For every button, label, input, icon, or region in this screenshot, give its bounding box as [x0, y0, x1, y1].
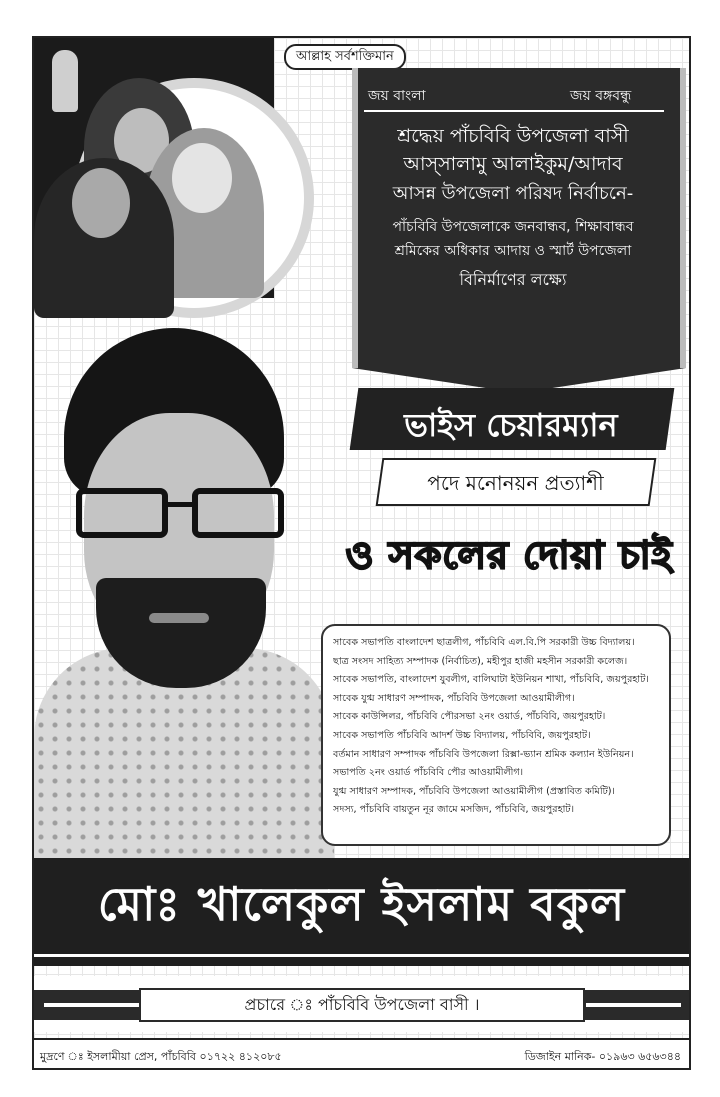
- post-title: ভাইস চেয়ারম্যান: [404, 406, 618, 444]
- post-subtitle-box: [376, 458, 657, 506]
- campaign-text: প্রচারে ঃ পাঁচবিবি উপজেলা বাসী ।: [139, 988, 585, 1022]
- bio-line: সাবেক সভাপতি, বাংলাদেশ যুবলীগ, বালিঘাটা ইউনিয়ন শাখা, পাঁচবিবি, জয়পুরহাট।: [333, 674, 649, 686]
- blessing-heading: ও সকলের দোয়া চাই: [345, 533, 673, 577]
- message-line-5: শ্রমিকের অধিকার আদায় ও স্মার্ট উপজেলা: [394, 243, 632, 259]
- message-line-1: শ্রদ্ধেয় পাঁচবিবি উপজেলা বাসী: [397, 125, 629, 147]
- post-title-box: [350, 388, 675, 450]
- glasses-icon: [76, 488, 286, 544]
- name-underline: [34, 954, 689, 957]
- bio-line: সাবেক সভাপতি পাঁচবিবি আদর্শ উচ্চ বিদ্যালয়, পাঁচবিবি, জয়পুরহাট।: [333, 729, 591, 741]
- bio-line: সাবেক সভাপতি বাংলাদেশ ছাত্রলীগ, পাঁচবিবি এল.বি.পি সরকারী উচ্চ বিদ্যালয়।: [333, 637, 635, 648]
- bio-line: সাবেক যুগ্ম সাধারণ সম্পাদক, পাঁচবিবি উপজেলা আওয়ামীলীগ।: [333, 692, 575, 704]
- footer: [34, 1038, 689, 1070]
- campaign-section: [34, 976, 689, 1032]
- bio-line: বর্তমান সাধারণ সম্পাদক পাঁচবিবি উপজেলা রিক্সা-ভ্যান শ্রমিক কল্যান ইউনিয়ন।: [333, 748, 634, 760]
- post-subtitle: পদে মনোনয়ন প্রত্যাশী: [427, 471, 604, 495]
- campaign-rule-left: [44, 1003, 139, 1007]
- raised-hand: [52, 50, 78, 112]
- bio-line: যুগ্ম সাধারণ সম্পাদক, পাঁচবিবি উপজেলা আওয়ামীলীগ (প্রস্তাবিত কমিটি)।: [333, 785, 615, 797]
- leader-photo-3: [34, 158, 174, 318]
- candidate-photo: [34, 328, 334, 858]
- message-line-6: বিনির্মাণের লক্ষ্যে: [459, 270, 567, 289]
- election-poster: [32, 36, 691, 1070]
- campaign-bar: [34, 990, 689, 1020]
- bio-box: [321, 624, 671, 846]
- campaign-rule-right: [586, 1003, 681, 1007]
- bio-line: সদস্য, পাঁচবিবি বায়তুন নূর জামে মসজিদ, পাঁচবিবি, জয়পুরহাট।: [333, 804, 575, 816]
- bio-line: সাবেক কাউন্সিলর, পাঁচবিবি পৌরসভা ২নং ওয়ার্ড, পাঁচবিবি, জয়পুরহাট।: [333, 711, 606, 723]
- banner-divider: [364, 110, 664, 112]
- press-credit: মুদ্রণে ঃ ইসলামীয়া প্রেস, পাঁচবিবি ০১৭২২ ৪১২০৮৫: [40, 1050, 282, 1063]
- bio-line: ছাত্র সংসদ সাহিত্য সম্পাদক (নির্বাচিত), মহীপুর হাজী মহসীন সরকারী কলেজ।: [333, 655, 628, 667]
- candidate-name: মোঃ খালেকুল ইসলাম বকুল: [97, 877, 626, 931]
- message-line-3: আসন্ন উপজেলা পরিষদ নির্বাচনে-: [392, 183, 634, 204]
- design-credit: ডিজাইন মানিক- ০১৯৬৩ ৬৫৬৩৪৪: [524, 1050, 681, 1063]
- message-line-2: আস্সালামু আলাইকুম/আদাব: [403, 153, 623, 175]
- joy-bangla-text: জয় বাংলা: [368, 88, 426, 104]
- candidate-name-bar: [34, 858, 689, 966]
- bio-line: সভাপতি ২নং ওয়ার্ড পাঁচবিবি পৌর আওয়ামীলীগ।: [333, 767, 524, 779]
- joy-bangabandhu-text: জয় বঙ্গবন্ধু: [570, 88, 632, 104]
- message-line-4: পাঁচবিবি উপজেলাকে জনবান্ধব, শিক্ষাবান্ধব: [392, 219, 634, 235]
- candidate-mouth: [149, 613, 209, 623]
- allah-badge: আল্লাহ সর্বশক্তিমান: [284, 44, 406, 70]
